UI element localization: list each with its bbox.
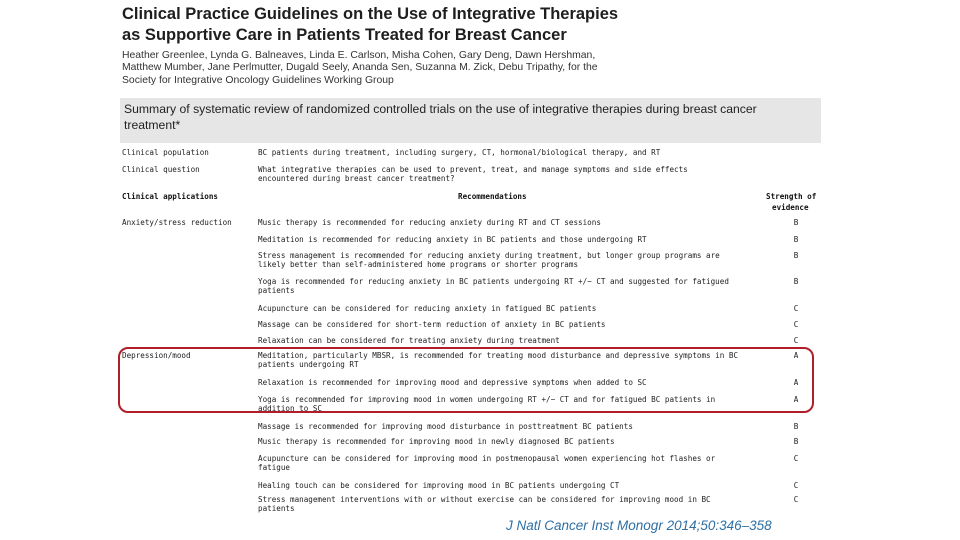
recommendation-row: Acupuncture can be considered for reducing anxiety in fatigued BC patients — [258, 304, 597, 313]
recommendation-row: Meditation, particularly MBSR, is recommended for treating mood disturbance and depressive symptoms in BC patients undergoing RT — [258, 351, 739, 369]
summary-banner — [120, 98, 821, 143]
recommendation-row: Acupuncture can be considered for improving mood in postmenopausal women experiencing hot flashes or fatigue — [258, 454, 716, 472]
recommendation-row: Music therapy is recommended for reducing anxiety during RT and CT sessions — [258, 218, 601, 227]
question-value: What integrative therapies can be used to prevent, treat, and manage symptoms and side effects encountered during breast cancer treatment? — [258, 165, 688, 183]
grade-a-highlight-frame — [118, 347, 814, 413]
group-label-anxiety: Anxiety/stress reduction — [122, 218, 232, 227]
evidence-grade: A — [793, 395, 799, 404]
evidence-grade: B — [793, 218, 799, 227]
evidence-grade: C — [793, 336, 799, 345]
recommendation-row: Relaxation can be considered for treating anxiety during treatment — [258, 336, 560, 345]
question-label: Clinical question — [122, 165, 200, 174]
evidence-grade: A — [793, 378, 799, 387]
title-line-2: as Supportive Care in Patients Treated for Breast Cancer — [122, 26, 567, 44]
recommendation-row: Stress management is recommended for reducing anxiety during treatment, but longer group programs are likely better than self-administered home programs or shorter programs — [258, 251, 720, 269]
recommendation-row: Music therapy is recommended for improving mood in newly diagnosed BC patients — [258, 437, 615, 446]
evidence-grade: C — [793, 304, 799, 313]
header-strength-line-2: evidence — [772, 203, 809, 212]
evidence-grade: C — [793, 481, 799, 490]
recommendation-row: Meditation is recommended for reducing anxiety in BC patients and those undergoing RT — [258, 235, 647, 244]
recommendation-row: Massage is recommended for improving mood disturbance in posttreatment BC patients — [258, 422, 633, 431]
authors-line-3: Society for Integrative Oncology Guidelines Working Group — [122, 74, 394, 86]
authors-line-1: Heather Greenlee, Lynda G. Balneaves, Linda E. Carlson, Misha Cohen, Gary Deng, Dawn Hershman, — [122, 50, 596, 61]
group-label-depression: Depression/mood — [122, 351, 191, 360]
recommendation-row: Yoga is recommended for reducing anxiety in BC patients undergoing RT +/− CT and suggested for fatigued patients — [258, 277, 729, 295]
title-line-1: Clinical Practice Guidelines on the Use of Integrative Therapies — [122, 5, 619, 23]
evidence-grade: B — [793, 235, 799, 244]
recommendation-row: Relaxation is recommended for improving mood and depressive symptoms when added to SC — [258, 378, 647, 387]
evidence-grade: B — [793, 277, 799, 286]
header-clinical-applications: Clinical applications — [122, 192, 219, 201]
population-value: BC patients during treatment, including surgery, CT, hormonal/biological therapy, and RT — [258, 148, 661, 157]
header-recommendations: Recommendations — [458, 192, 527, 201]
recommendation-row: Healing touch can be considered for improving mood in BC patients undergoing CT — [258, 481, 620, 490]
paper-title — [122, 4, 822, 46]
recommendation-row: Stress management interventions with or without exercise can be considered for improving mood in BC patients — [258, 495, 711, 513]
journal-citation: J Natl Cancer Inst Monogr 2014;50:346–358 — [506, 518, 772, 533]
evidence-grade: B — [793, 437, 799, 446]
author-list — [122, 50, 842, 87]
population-label: Clinical population — [122, 148, 209, 157]
evidence-grade: C — [793, 320, 799, 329]
recommendation-row: Yoga is recommended for improving mood in women undergoing RT +/− CT and for fatigued BC patients in addition to SC — [258, 395, 716, 413]
summary-text: Summary of systematic review of randomized controlled trials on the use of integrative therapies during breast cancer treatment* — [124, 102, 757, 132]
header-strength-line-1: Strength of — [766, 192, 817, 201]
evidence-grade: A — [793, 351, 799, 360]
authors-line-2: Matthew Mumber, Jane Perlmutter, Dugald Seely, Ananda Sen, Suzanna M. Zick, Debu Tripathy, for the — [122, 62, 598, 74]
evidence-grade: C — [793, 495, 799, 504]
evidence-grade: B — [793, 251, 799, 260]
evidence-grade: B — [793, 422, 799, 431]
recommendation-row: Massage can be considered for short-term reduction of anxiety in BC patients — [258, 320, 606, 329]
evidence-grade: C — [793, 454, 799, 463]
